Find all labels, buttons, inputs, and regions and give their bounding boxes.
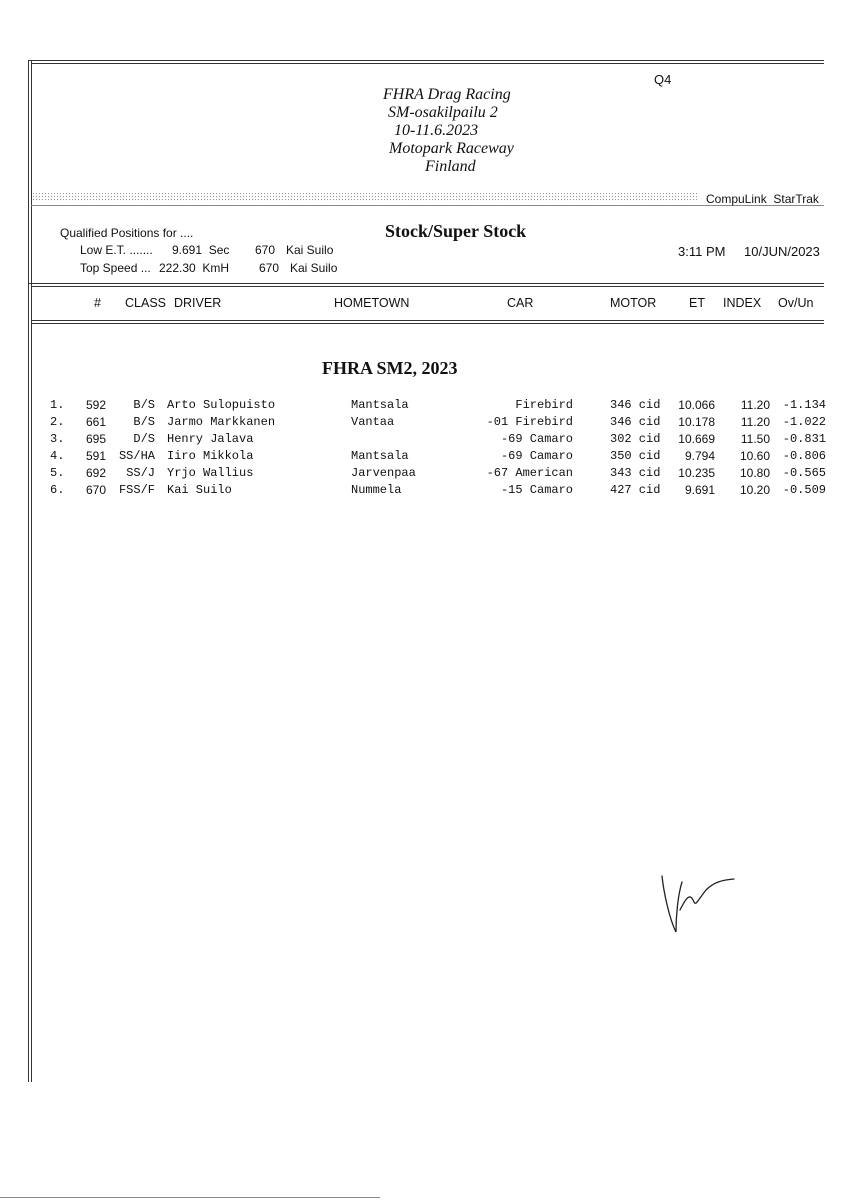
class-title: Stock/Super Stock [385,221,527,241]
row-number: 661 [85,415,106,429]
table-row [0,483,848,500]
row-driver: Jarmo Markkanen [167,415,276,429]
frame-left-line [28,60,29,1082]
row-class: FSS/F [118,483,155,497]
row-class: B/S [133,415,155,429]
row-et: 10.066 [678,398,715,412]
low-et-car: 670 [255,243,276,257]
row-motor: 343 cid [610,466,661,480]
footer-line [0,1197,380,1198]
row-motor: 302 cid [610,432,661,446]
table-row [0,466,848,483]
columns-bottom-line [31,320,824,321]
top-speed-label: Top Speed ... [80,261,151,275]
row-car: -69 Camaro [500,449,573,463]
columns-bottom-line-2 [31,323,824,324]
row-ovun: -1.022 [782,415,826,429]
row-driver: Iiro Mikkola [167,449,254,463]
table-row [0,432,848,449]
event-venue: Motopark Raceway [389,140,514,157]
frame-left-line-inner [31,60,32,1082]
col-class: CLASS [125,296,166,310]
col-num: # [94,296,101,310]
frame-top-line-inner [31,63,824,64]
event-title: FHRA Drag Racing [383,86,511,103]
col-car: CAR [507,296,534,310]
row-number: 591 [85,449,106,463]
row-motor: 427 cid [610,483,661,497]
row-position: 4. [50,449,65,463]
row-driver: Yrjo Wallius [167,466,254,480]
row-index: 11.20 [740,415,770,429]
row-index: 10.80 [739,466,770,480]
row-driver: Henry Jalava [167,432,254,446]
row-hometown: Jarvenpaa [351,466,416,480]
row-position: 5. [50,466,65,480]
signature [650,870,750,940]
row-car: Firebird [515,398,573,412]
table-row [0,449,848,466]
row-car: -67 American [486,466,573,480]
row-number: 592 [85,398,106,412]
col-et: ET [689,296,705,310]
section-title: FHRA SM2, 2023 [322,358,458,378]
row-index: 11.20 [740,398,770,412]
table-row [0,415,848,432]
row-class: SS/J [126,466,155,480]
col-motor: MOTOR [610,296,657,310]
event-country: Finland [425,158,476,175]
col-driver: DRIVER [174,296,222,310]
row-ovun: -1.134 [782,398,826,412]
row-motor: 346 cid [610,398,661,412]
software-label: CompuLink StarTrak [706,192,819,206]
row-class: B/S [133,398,155,412]
row-index: 10.20 [739,483,770,497]
frame-top-line [28,60,824,61]
row-ovun: -0.509 [782,483,826,497]
row-driver: Arto Sulopuisto [167,398,276,412]
row-car: -15 Camaro [500,483,573,497]
row-hometown: Mantsala [351,449,409,463]
col-hometown: HOMETOWN [334,296,410,310]
row-driver: Kai Suilo [167,483,232,497]
row-class: SS/HA [118,449,155,463]
row-et: 9.794 [684,449,715,463]
row-car: -69 Camaro [500,432,573,446]
row-class: D/S [133,432,155,446]
row-index: 10.60 [739,449,770,463]
low-et-label: Low E.T. ....... [80,243,153,257]
event-header [340,86,570,176]
row-ovun: -0.831 [782,432,826,446]
table-row [0,398,848,415]
row-motor: 346 cid [610,415,661,429]
row-car: -01 Firebird [486,415,573,429]
row-number: 695 [85,432,106,446]
row-ovun: -0.565 [782,466,826,480]
row-number: 692 [85,466,106,480]
row-position: 1. [50,398,65,412]
row-et: 10.669 [678,432,715,446]
dotted-band [32,192,698,202]
report-date: 10/JUN/2023 [744,244,820,259]
col-ovun: Ov/Un [778,296,814,310]
qualifier-label: Q4 [654,72,672,87]
row-position: 3. [50,432,65,446]
columns-top-line [28,283,824,284]
row-number: 670 [85,483,106,497]
row-et: 10.235 [678,466,715,480]
low-et-driver: Kai Suilo [286,243,334,257]
top-speed-value: 222.30 KmH [159,261,230,275]
row-position: 6. [50,483,65,497]
event-subtitle: SM-osakilpailu 2 [388,104,498,121]
row-et: 9.691 [684,483,715,497]
event-dates: 10-11.6.2023 [394,122,479,139]
row-motor: 350 cid [610,449,661,463]
row-et: 10.178 [678,415,715,429]
col-index: INDEX [723,296,762,310]
report-time: 3:11 PM [678,244,726,259]
row-index: 11.50 [740,432,770,446]
low-et-value: 9.691 Sec [172,243,230,257]
top-speed-car: 670 [259,261,280,275]
row-hometown: Mantsala [351,398,409,412]
qualified-label: Qualified Positions for .... [60,226,194,240]
row-hometown: Nummela [351,483,402,497]
top-speed-driver: Kai Suilo [290,261,338,275]
row-ovun: -0.806 [782,449,826,463]
row-hometown: Vantaa [351,415,395,429]
row-position: 2. [50,415,65,429]
columns-top-line-2 [31,286,824,287]
